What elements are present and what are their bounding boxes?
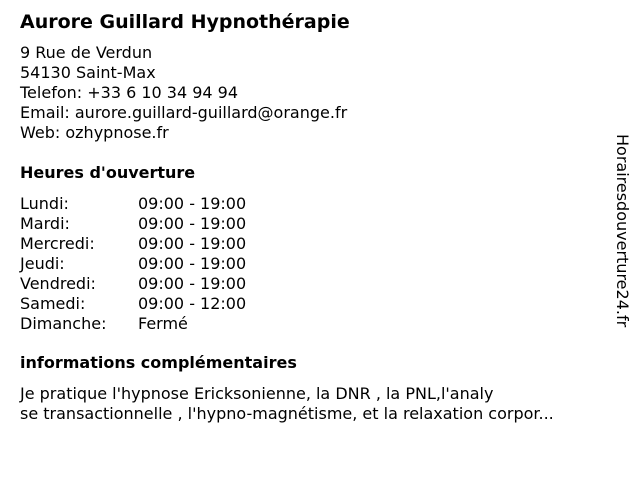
hours-heading: Heures d'ouverture xyxy=(20,163,196,182)
opening-hours-table xyxy=(20,194,246,334)
hours-row-jeudi xyxy=(20,254,246,274)
address-line-1: 9 Rue de Verdun xyxy=(20,43,153,62)
time-range: 09:00 - 19:00 xyxy=(138,254,247,273)
address-line-2: 54130 Saint-Max xyxy=(20,63,156,82)
hours-row-samedi xyxy=(20,294,246,314)
time-range: 09:00 - 19:00 xyxy=(138,274,247,293)
info-line-1: Je pratique l'hypnose Ericksonienne, la DNR , la PNL,l'analy xyxy=(20,384,494,403)
site-watermark: Horairesdouverture24.fr xyxy=(613,134,632,328)
contact-info xyxy=(20,43,347,143)
time-range: 09:00 - 12:00 xyxy=(138,294,247,313)
hours-row-lundi xyxy=(20,194,246,214)
hours-row-mercredi xyxy=(20,234,246,254)
day-label: Mardi: xyxy=(20,214,70,233)
website: Web: ozhypnose.fr xyxy=(20,123,169,142)
time-range: Fermé xyxy=(138,314,188,333)
day-label: Lundi: xyxy=(20,194,69,213)
time-range: 09:00 - 19:00 xyxy=(138,194,247,213)
time-range: 09:00 - 19:00 xyxy=(138,214,247,233)
info-heading: informations complémentaires xyxy=(20,353,297,372)
phone-number: Telefon: +33 6 10 34 94 94 xyxy=(20,83,239,102)
info-description xyxy=(20,384,610,424)
hours-row-mardi xyxy=(20,214,246,234)
day-label: Mercredi: xyxy=(20,234,95,253)
email-address: Email: aurore.guillard-guillard@orange.fr xyxy=(20,103,348,122)
day-label: Samedi: xyxy=(20,294,86,313)
time-range: 09:00 - 19:00 xyxy=(138,234,247,253)
day-label: Vendredi: xyxy=(20,274,96,293)
info-line-2: se transactionnelle , l'hypno-magnétisme, et la relaxation corpor... xyxy=(20,404,554,423)
hours-row-vendredi xyxy=(20,274,246,294)
hours-row-dimanche xyxy=(20,314,246,334)
day-label: Dimanche: xyxy=(20,314,107,333)
day-label: Jeudi: xyxy=(20,254,65,273)
business-title: Aurore Guillard Hypnothérapie xyxy=(20,11,350,33)
